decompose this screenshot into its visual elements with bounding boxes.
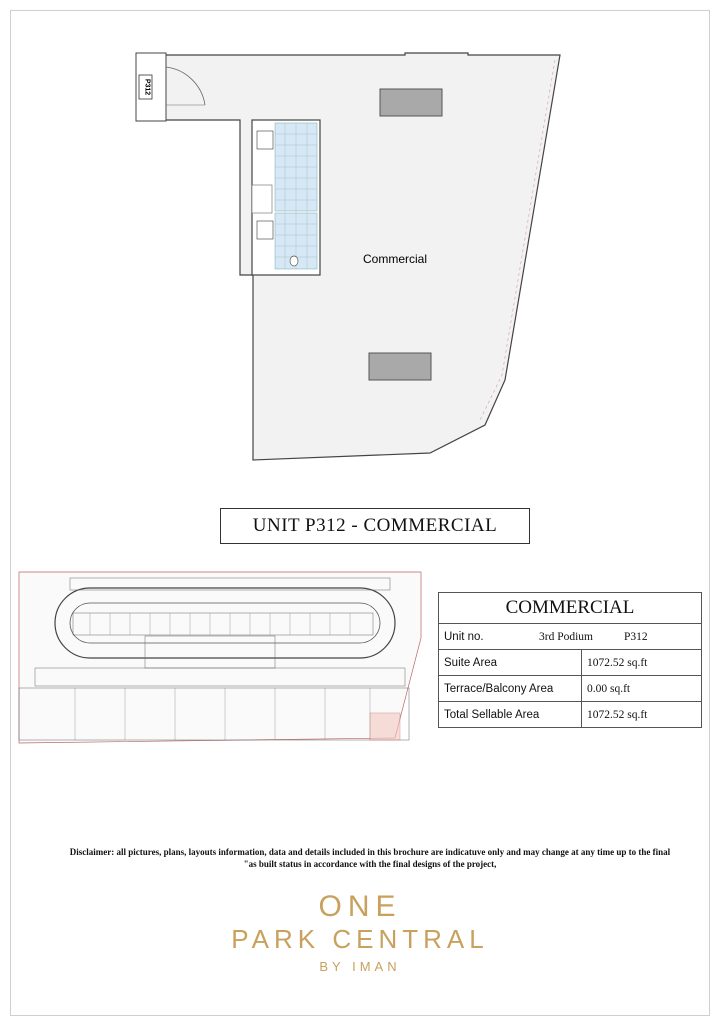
row-value: 0.00 sq.ft xyxy=(582,676,702,702)
area-table xyxy=(438,592,702,728)
disclaimer-line-2: "as built status in accordance with the final designs of the project, xyxy=(243,859,497,869)
unit-title: UNIT P312 - COMMERCIAL xyxy=(220,508,530,544)
row-label: Terrace/Balcony Area xyxy=(439,676,582,702)
brand-logo xyxy=(190,890,530,974)
logo-line-2: PARK CENTRAL xyxy=(231,924,489,954)
key-plan xyxy=(15,568,425,748)
podium-value: 3rd Podium xyxy=(539,630,593,643)
room-label: Commercial xyxy=(362,252,428,266)
door-tag: P312 xyxy=(143,78,151,96)
table-row xyxy=(439,650,702,676)
unit-no-row xyxy=(439,624,702,650)
highlight-unit xyxy=(370,713,400,740)
toilet-icon xyxy=(290,256,298,266)
column-2 xyxy=(369,353,431,380)
floor-plan xyxy=(130,45,570,465)
sink-2 xyxy=(257,221,273,239)
column-1 xyxy=(380,89,442,116)
row-label: Total Sellable Area xyxy=(439,702,582,728)
unit-no-label: Unit no. xyxy=(444,630,484,643)
table-row xyxy=(439,702,702,728)
row-value: 1072.52 sq.ft xyxy=(582,650,702,676)
row-label: Suite Area xyxy=(439,650,582,676)
unit-code: P312 xyxy=(624,630,648,643)
logo-line-1: ONE xyxy=(318,890,402,923)
table-header: COMMERCIAL xyxy=(439,593,702,624)
disclaimer-line-1: Disclaimer: all pictures, plans, layouts information, data and details included in this brochure are indicatuve only and may change at any time up to the final xyxy=(69,847,671,857)
sink-1 xyxy=(257,131,273,149)
disclaimer xyxy=(30,846,710,870)
logo-line-3: BY IMAN xyxy=(319,959,401,974)
table-row xyxy=(439,676,702,702)
row-value: 1072.52 sq.ft xyxy=(582,702,702,728)
